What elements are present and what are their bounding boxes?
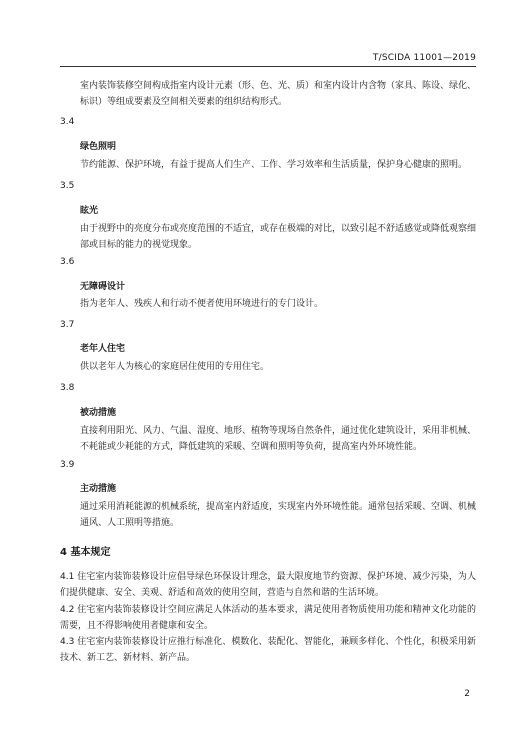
term-definition: 由于视野中的亮度分布或亮度范围的不适宜，或存在极端的对比，以致引起不舒适感觉或降低观察细部或目标的能力的视觉现象。 [80,224,477,250]
section-heading: 4 基本规定 [60,547,111,558]
term-title: 无障碍设计 [80,282,126,292]
term-number: 3.9 [60,460,75,470]
term-definition: 指为老年人、残疾人和行动不便者使用环境进行的专门设计。 [80,299,324,309]
term-title: 老年人住宅 [80,344,126,354]
clause-paragraph: 4.3 住宅室内装饰装修设计应推行标准化、模数化、装配化、智能化，兼顾多样化、个性化，积极采用新技术、新工艺、新材料、新产品。 [60,637,476,663]
term-number: 3.7 [60,320,75,330]
term-number: 3.8 [60,383,75,393]
term-title: 主动措施 [80,484,117,494]
term-definition: 节约能源、保护环境，有益于提高人们生产、工作、学习效率和生活质量，保护身心健康的照明。 [80,160,468,170]
intro-paragraph: 室内装饰装修空间构成指室内设计元素（形、色、光、质）和室内设计内含物（家具、陈设、绿化、标识）等组成要素及空间相关要素的组织结构形式。 [80,81,477,107]
header-rule [60,66,476,67]
term-definition: 通过采用消耗能源的机械系统，提高室内舒适度，实现室内外环境性能。通常包括采暖、空调、机械通风、人工照明等措施。 [80,502,477,528]
term-title: 眩光 [80,206,99,216]
term-number: 3.4 [60,117,75,127]
term-title: 绿色照明 [80,142,117,152]
document-code: T/SCIDA 11001—2019 [372,53,476,63]
page-number: 2 [464,689,470,699]
term-definition: 直接利用阳光、风力、气温、湿度、地形、植物等现场自然条件，通过优化建筑设计，采用非机械、不耗能或少耗能的方式，降低建筑的采暖、空调和照明等负荷，提高室内外环境性能。 [80,426,477,452]
term-title: 被动措施 [80,408,117,418]
clause-paragraph: 4.1 住宅室内装饰装修设计应倡导绿色环保设计理念，最大限度地节约资源、保护环境、减少污染，为人们提供健康、安全、美观、舒适和高效的使用空间，营造与自然和谐的生活环境。 [60,572,476,598]
term-definition: 供以老年人为核心的家庭居住使用的专用住宅。 [80,362,270,372]
term-number: 3.6 [60,257,75,267]
term-number: 3.5 [60,181,75,191]
clause-paragraph: 4.2 住宅室内装饰装修设计空间应满足人体活动的基本要求，满足使用者物质使用功能和精神文化功能的需要，且不得影响使用者健康和安全。 [60,605,476,631]
